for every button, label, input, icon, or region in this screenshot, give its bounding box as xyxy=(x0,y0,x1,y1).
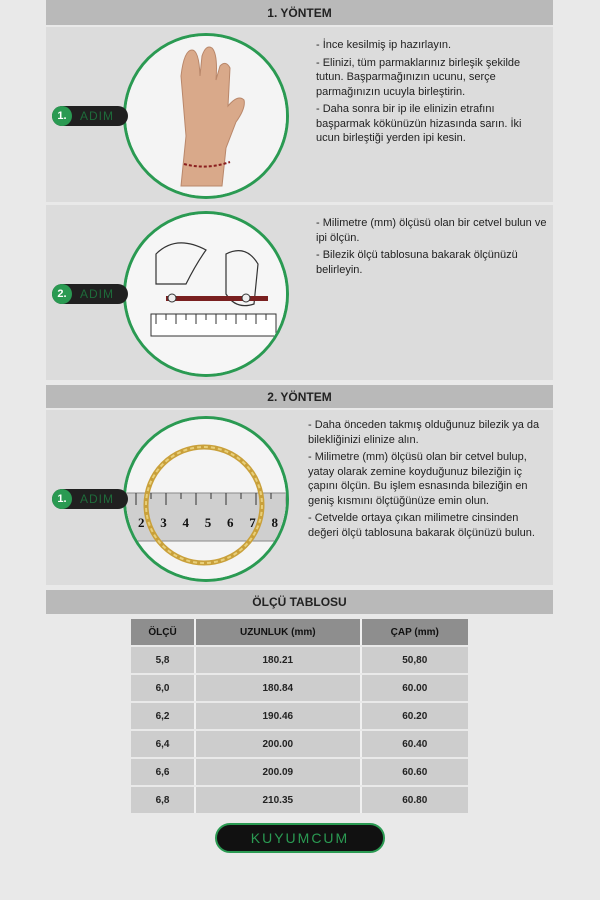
instruction-line: - Milimetre (mm) ölçüsü olan bir cetvel bulun ve ipi ölçün. xyxy=(316,217,547,244)
instruction-line: - Daha sonra bir ip ile elinizin etrafını başparmak kökünüzün hizasında sarın. İki ucun birleştiği yerden ipi kesin. xyxy=(316,103,522,144)
method1-step2-text xyxy=(316,216,548,280)
method2-title: 2. YÖNTEM xyxy=(46,385,553,408)
instruction-line: - Daha önceden takmış olduğunuz bilezik ya da bilekliğinizi elinize alın. xyxy=(308,419,540,446)
table-row xyxy=(131,731,468,757)
column-header: ÇAP (mm) xyxy=(360,619,468,645)
step-number: 2. xyxy=(52,284,72,304)
step-label: ADIM xyxy=(80,492,114,506)
hand-illustration xyxy=(123,33,289,199)
ruler-numbers xyxy=(138,515,278,531)
length-cell: 190.46 xyxy=(194,703,359,729)
length-cell: 200.00 xyxy=(194,731,359,757)
length-cell: 210.35 xyxy=(194,787,359,813)
length-cell: 200.09 xyxy=(194,759,359,785)
step-label: ADIM xyxy=(80,109,114,123)
step-number: 1. xyxy=(52,106,72,126)
diameter-cell: 60.00 xyxy=(360,675,468,701)
ruler-number: 4 xyxy=(182,515,189,530)
instruction-line: - Bilezik ölçü tablosuna bakarak ölçünüzü belirleyin. xyxy=(316,249,518,276)
column-header: ÖLÇÜ xyxy=(131,619,194,645)
step-number: 1. xyxy=(52,489,72,509)
method1-step2-badge xyxy=(52,284,128,304)
column-header: UZUNLUK (mm) xyxy=(194,619,359,645)
size-cell: 6,6 xyxy=(131,759,194,785)
instruction-line: - Cetvelde ortaya çıkan milimetre cinsinden değeri ölçü tablosuna bakarak ölçünüzü bulun. xyxy=(308,512,535,539)
table-row xyxy=(131,703,468,729)
instruction-line: - Milimetre (mm) ölçüsü olan bir cetvel bulup, yatay olarak zemine koyduğunuz bileziğin iç çapını ölçün. Bu işlem esnasında bileziğin en geniş kısmını ölçtüğünüze emin olun. xyxy=(308,451,528,507)
method1-title: 1. YÖNTEM xyxy=(46,0,553,25)
size-table xyxy=(131,617,468,815)
table-row xyxy=(131,647,468,673)
ruler-number: 8 xyxy=(271,515,278,530)
diameter-cell: 60.40 xyxy=(360,731,468,757)
bracelet-illustration xyxy=(123,416,289,582)
ruler-number: 5 xyxy=(204,515,212,530)
method1-step1-panel xyxy=(46,27,553,202)
size-cell: 5,8 xyxy=(131,647,194,673)
method2-step1-badge xyxy=(52,489,128,509)
size-cell: 6,2 xyxy=(131,703,194,729)
method1-step1-badge xyxy=(52,106,128,126)
method1-step2-panel xyxy=(46,205,553,380)
ruler-number: 2 xyxy=(138,515,145,530)
method1-step1-text xyxy=(316,38,548,149)
table-row xyxy=(131,759,468,785)
length-cell: 180.84 xyxy=(194,675,359,701)
ruler-number: 6 xyxy=(227,515,234,530)
step-label: ADIM xyxy=(80,287,114,301)
table-row xyxy=(131,787,468,813)
instruction-line: - Elinizi, tüm parmaklarınız birleşik şekilde tutun. Başparmağınızın ucunu, serçe parmağınızın ucuyla birleştirin. xyxy=(316,56,521,98)
instruction-line: - İnce kesilmiş ip hazırlayın. xyxy=(316,39,452,51)
table-header-row xyxy=(131,619,468,645)
ruler-icon xyxy=(126,214,286,374)
size-cell: 6,0 xyxy=(131,675,194,701)
method2-step1-panel xyxy=(46,410,553,585)
diameter-cell: 50,80 xyxy=(360,647,468,673)
diameter-cell: 60.20 xyxy=(360,703,468,729)
ruler-number: 3 xyxy=(160,515,167,530)
size-cell: 6,4 xyxy=(131,731,194,757)
table-row xyxy=(131,675,468,701)
diameter-cell: 60.80 xyxy=(360,787,468,813)
bracelet-icon xyxy=(126,419,286,579)
ruler-illustration xyxy=(123,211,289,377)
size-cell: 6,8 xyxy=(131,787,194,813)
kuyumcum-button[interactable]: KUYUMCUM xyxy=(215,823,385,853)
length-cell: 180.21 xyxy=(194,647,359,673)
method2-step1-text xyxy=(308,418,548,543)
size-table-title: ÖLÇÜ TABLOSU xyxy=(46,590,553,614)
ruler-number: 7 xyxy=(249,515,256,530)
hand-icon xyxy=(126,36,286,196)
diameter-cell: 60.60 xyxy=(360,759,468,785)
